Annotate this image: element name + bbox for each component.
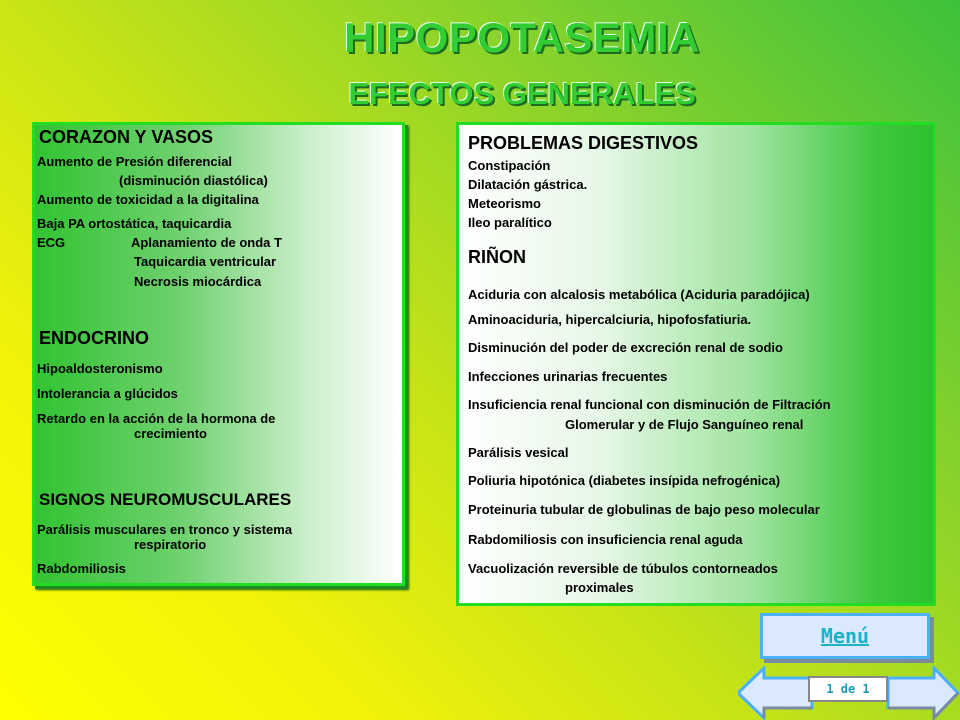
- next-page-icon[interactable]: [888, 668, 958, 718]
- corazon-line: (disminución diastólica): [119, 173, 268, 188]
- rinon-line: proximales: [565, 580, 634, 595]
- rinon-line: Glomerular y de Flujo Sanguíneo renal: [565, 417, 804, 432]
- digestivo-line: Meteorismo: [468, 196, 541, 211]
- neuro-line: Parálisis musculares en tronco y sistema: [37, 522, 293, 537]
- page-counter: 1 de 1: [808, 676, 888, 702]
- corazon-line: Taquicardia ventricular: [134, 254, 277, 269]
- corazon-heading: CORAZON Y VASOS: [39, 127, 214, 147]
- endocrino-line: Hipoaldosteronismo: [37, 361, 163, 376]
- corazon-line: Aumento de toxicidad a la digitalina: [37, 192, 259, 207]
- rinon-heading: RIÑON: [468, 247, 526, 267]
- page-subtitle: EFECTOS GENERALES: [348, 76, 696, 111]
- menu-button[interactable]: Menú: [760, 613, 930, 659]
- digestivo-line: Ileo paralítico: [468, 215, 552, 230]
- neuro-heading: SIGNOS NEUROMUSCULARES: [39, 490, 292, 509]
- digestivo-line: Constipación: [468, 158, 551, 173]
- corazon-line: Aumento de Presión diferencial: [37, 154, 233, 169]
- page-title: HIPOPOTASEMIA: [344, 14, 700, 61]
- rinon-line: Insuficiencia renal funcional con disminución de Filtración: [468, 397, 831, 412]
- endocrino-heading: ENDOCRINO: [39, 328, 150, 348]
- left-panel: [32, 122, 405, 586]
- ecg-label: ECG: [37, 235, 66, 250]
- neuro-line: respiratorio: [134, 537, 207, 552]
- endocrino-line: crecimiento: [134, 426, 207, 441]
- rinon-line: Vacuolización reversible de túbulos contorneados: [468, 561, 778, 576]
- endocrino-line: Retardo en la acción de la hormona de: [37, 411, 276, 426]
- digestivo-heading: PROBLEMAS DIGESTIVOS: [468, 133, 699, 153]
- rinon-line: Rabdomiliosis con insuficiencia renal aguda: [468, 532, 743, 547]
- endocrino-line: Intolerancia a glúcidos: [37, 386, 178, 401]
- corazon-line: Necrosis miocárdica: [134, 274, 262, 289]
- rinon-line: Aciduria con alcalosis metabólica (Aciduria paradójica): [468, 287, 810, 302]
- rinon-line: Poliuria hipotónica (diabetes insípida nefrogénica): [468, 473, 781, 488]
- rinon-line: Parálisis vesical: [468, 445, 569, 460]
- neuro-line: Rabdomiliosis: [37, 561, 126, 576]
- corazon-line: Aplanamiento de onda T: [131, 235, 282, 250]
- rinon-line: Infecciones urinarias frecuentes: [468, 369, 668, 384]
- previous-page-icon[interactable]: [738, 668, 812, 718]
- rinon-line: Proteinuria tubular de globulinas de bajo peso molecular: [468, 502, 820, 517]
- corazon-line: Baja PA ortostática, taquicardia: [37, 216, 232, 231]
- rinon-line: Disminución del poder de excreción renal de sodio: [468, 340, 783, 355]
- digestivo-line: Dilatación gástrica.: [468, 177, 588, 192]
- right-panel: [456, 122, 936, 606]
- rinon-line: Aminoaciduria, hipercalciuria, hipofosfatiuria.: [468, 312, 752, 327]
